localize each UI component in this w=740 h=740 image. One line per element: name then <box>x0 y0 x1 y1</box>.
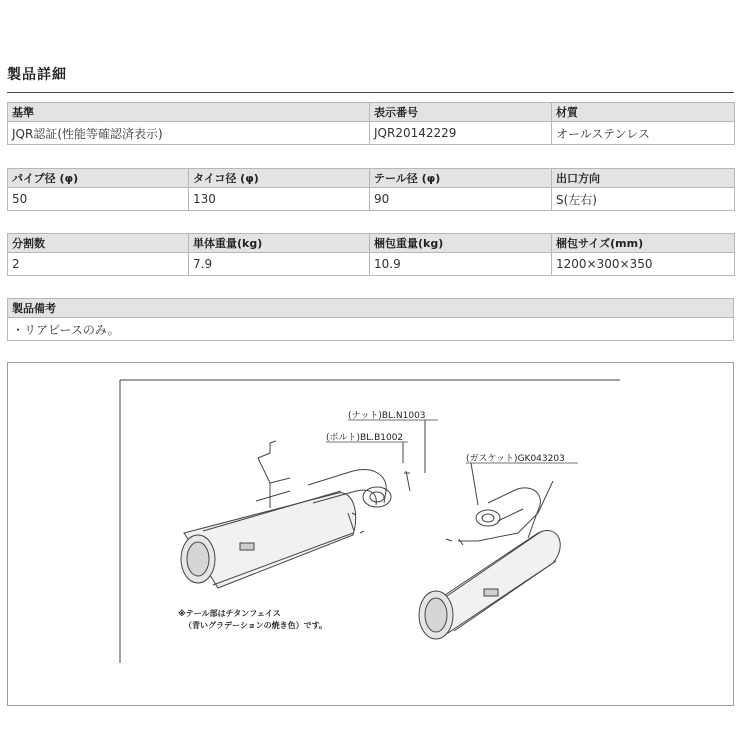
header-material: 材質 <box>552 103 735 122</box>
value-package-size: 1200×300×350 <box>552 253 735 276</box>
label-gasket: (ガスケット)GK043203 <box>466 454 565 464</box>
label-bolt: (ボルト)BL.B1002 <box>326 433 404 443</box>
header-display-number: 表示番号 <box>370 103 552 122</box>
header-silencer-diameter: タイコ径 (φ) <box>189 169 370 188</box>
right-muffler-icon <box>419 481 560 639</box>
spec-table-notes <box>7 298 734 341</box>
label-nut: (ナット)BL.N1003 <box>348 411 426 421</box>
header-standard: 基準 <box>8 103 370 122</box>
value-silencer-diameter: 130 <box>189 188 370 211</box>
header-product-notes: 製品備考 <box>8 299 734 318</box>
value-standard: JQR認証(性能等確認済表示) <box>8 122 370 145</box>
header-tail-diameter: テール径 (φ) <box>370 169 552 188</box>
value-tail-diameter: 90 <box>370 188 552 211</box>
header-exit-direction: 出口方向 <box>552 169 735 188</box>
note-line-2: （青いグラデーションの焼き色）です。 <box>184 621 328 630</box>
spec-table-weights <box>7 233 735 276</box>
left-muffler-icon <box>181 441 410 588</box>
value-pieces: 2 <box>8 253 189 276</box>
value-pipe-diameter: 50 <box>8 188 189 211</box>
value-exit-direction: S(左右) <box>552 188 735 211</box>
value-display-number: JQR20142229 <box>370 122 552 145</box>
value-package-weight: 10.9 <box>370 253 552 276</box>
gasket-leader-line <box>471 463 478 505</box>
page-title: 製品詳細 <box>7 67 67 83</box>
spec-table-standard <box>7 102 735 145</box>
note-line-1: ※テール部はチタンフェイス <box>178 609 281 618</box>
value-unit-weight: 7.9 <box>189 253 370 276</box>
header-package-size: 梱包サイズ(mm) <box>552 234 735 253</box>
header-package-weight: 梱包重量(kg) <box>370 234 552 253</box>
spec-table-diameters <box>7 168 735 211</box>
exhaust-diagram <box>7 362 734 706</box>
value-product-notes: ・リアピースのみ。 <box>8 318 734 341</box>
header-pieces: 分割数 <box>8 234 189 253</box>
title-divider <box>7 92 734 93</box>
header-unit-weight: 単体重量(kg) <box>189 234 370 253</box>
header-pipe-diameter: パイプ径 (φ) <box>8 169 189 188</box>
value-material: オールステンレス <box>552 122 735 145</box>
